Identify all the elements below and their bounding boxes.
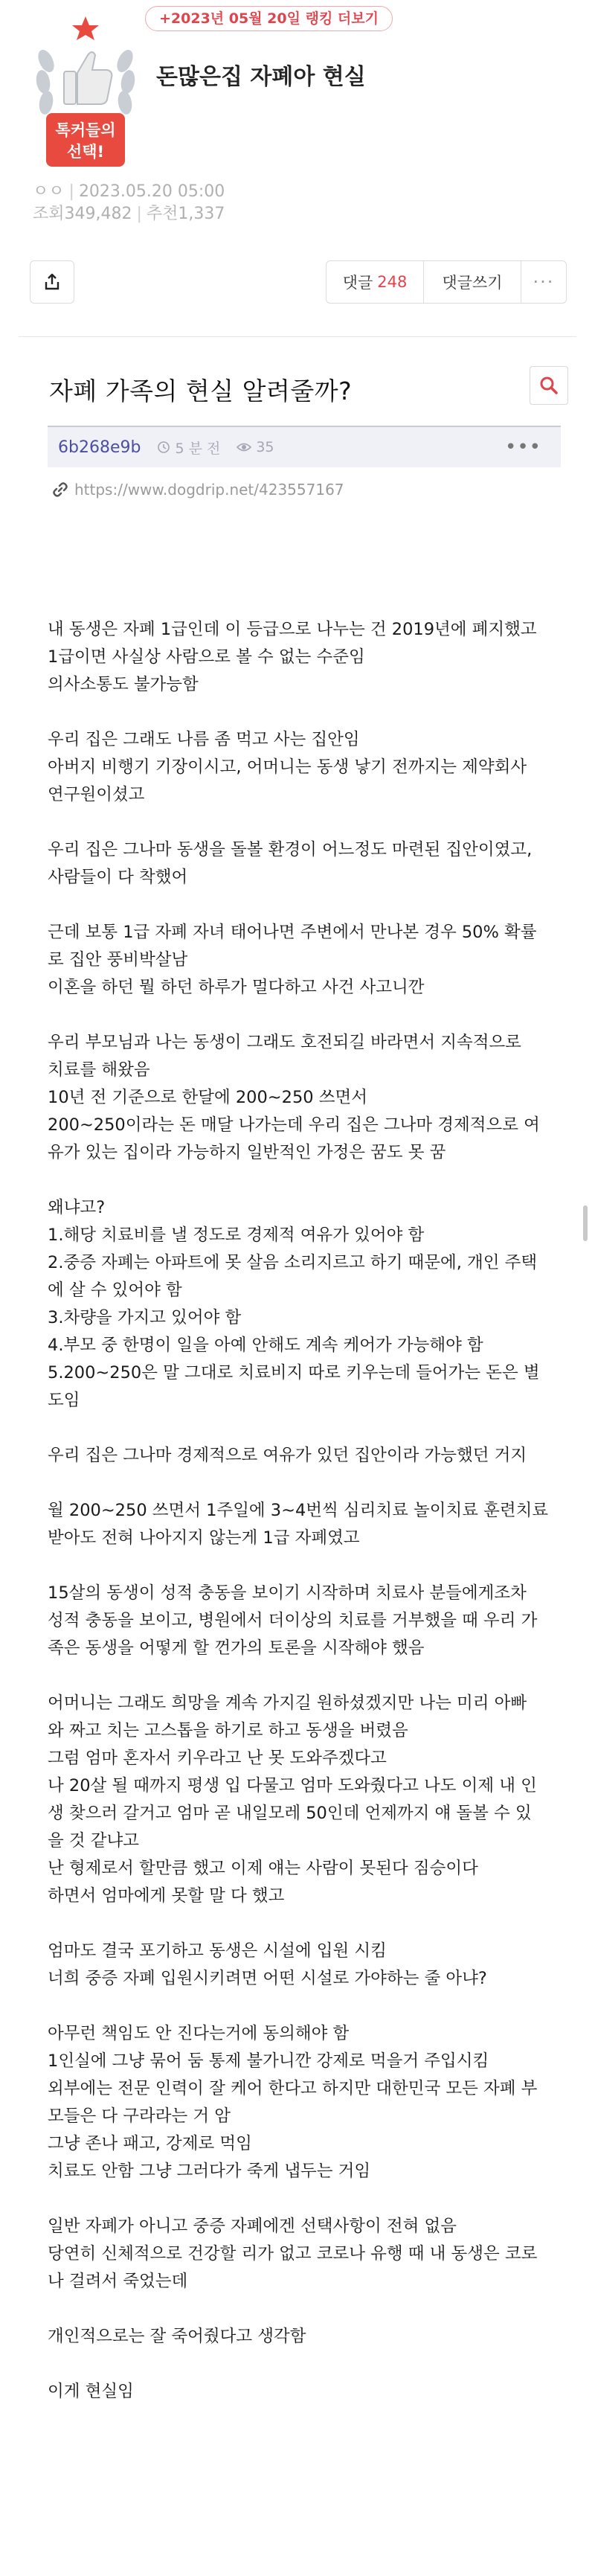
- comments-button[interactable]: [327, 261, 424, 303]
- recommend-count: 추천1,337: [146, 205, 225, 223]
- body-line: 4.부모 중 한명이 일을 아예 안해도 계속 케어가 가능해야 함: [48, 1336, 483, 1355]
- body-line: 10년 전 기준으로 한달에 200~250 쓰면서: [48, 1088, 367, 1107]
- body-line: 족은 동생을 어떻게 할 껀가의 토론을 시작해야 했음: [48, 1638, 425, 1658]
- body-line: 이게 현실임: [48, 2382, 134, 2401]
- body-line: 그냥 존나 패고, 강제로 먹임: [48, 2134, 252, 2153]
- body-line: 사람들이 다 착했어: [48, 868, 188, 887]
- body-line: 받아도 전혀 나아지지 않는게 1급 자폐였고: [48, 1528, 360, 1548]
- write-comment-button[interactable]: 댓글쓰기: [424, 261, 521, 303]
- search-icon: [538, 375, 559, 396]
- body-line: 아무런 책임도 안 진다는거에 동의해야 함: [48, 2024, 350, 2043]
- body-line: 1급이면 사실상 사람으로 볼 수 없는 수준임: [48, 647, 365, 667]
- post-age: [157, 438, 220, 458]
- embedded-views-text: 35: [256, 439, 274, 455]
- search-button[interactable]: [530, 366, 568, 405]
- body-line: 일반 자폐가 아니고 중증 자폐에겐 선택사항이 전혀 없음: [48, 2217, 457, 2236]
- body-line: 와 짜고 치는 고스톱을 하기로 하고 동생을 버렸음: [48, 1721, 408, 1740]
- body-line: 치료도 안함 그냥 그러다가 죽게 냅두는 거임: [48, 2162, 371, 2181]
- body-line: 로 집안 풍비박살남: [48, 950, 188, 970]
- comment-button-group: [326, 260, 567, 304]
- source-url-text: https://www.dogdrip.net/423557167: [74, 481, 344, 499]
- eye-icon: [237, 440, 251, 454]
- paragraph-gap: [48, 809, 568, 836]
- paragraph-gap: [48, 1002, 568, 1029]
- body-line: 도임: [48, 1391, 80, 1410]
- body-line: 어머니는 그래도 희망을 계속 가지길 원하셨겠지만 나는 미리 아빠: [48, 1694, 527, 1713]
- post-header: [0, 0, 595, 246]
- body-line: 너희 중증 자폐 입원시키려면 어떤 시설로 가야하는 줄 아냐?: [48, 1969, 487, 1988]
- page-title: 돈많은집 자폐아 현실: [156, 64, 366, 90]
- embedded-menu-button[interactable]: •••: [504, 436, 541, 458]
- scrollbar[interactable]: [583, 1205, 588, 1241]
- author-line: ㅇㅇ | 2023.05.20 05:00: [33, 182, 225, 201]
- body-line: 200~250이라는 돈 매달 나가는데 우리 집은 그나마 경제적으로 여: [48, 1115, 540, 1135]
- paragraph-gap: [48, 891, 568, 919]
- body-line: 성적 충동을 보이고, 병원에서 더이상의 치료를 거부했을 때 우리 가: [48, 1611, 538, 1630]
- comments-count: 248: [377, 273, 408, 291]
- body-line: 당연히 신체적으로 건강할 리가 없고 코로나 유행 때 내 동생은 코로: [48, 2244, 538, 2263]
- body-line: 개인적으로는 잘 죽어줬다고 생각함: [48, 2327, 306, 2346]
- body-line: 우리 집은 그래도 나름 좀 먹고 사는 집안임: [48, 730, 360, 749]
- post-body: [48, 616, 568, 2406]
- paragraph-gap: [48, 1910, 568, 1938]
- paragraph-gap: [48, 2351, 568, 2378]
- ranking-more-button[interactable]: +2023년 05월 20일 랭킹 더보기: [145, 6, 393, 31]
- body-line: 2.중증 자폐는 아파트에 못 살음 소리지르고 하기 때문에, 개인 주택: [48, 1253, 538, 1272]
- share-icon: [42, 272, 62, 292]
- post-age-text: 5 분 전: [175, 440, 221, 457]
- more-options-button[interactable]: ···: [533, 272, 555, 292]
- body-line: 이혼을 하던 뭘 하던 하루가 멀다하고 사건 사고니깐: [48, 978, 425, 997]
- view-count: 조회349,482: [33, 205, 132, 223]
- badge-text-line2: 선택!: [66, 143, 105, 161]
- body-line: 근데 보통 1급 자폐 자녀 태어나면 주변에서 만나본 경우 50% 확률: [48, 923, 537, 942]
- paragraph-gap: [48, 1470, 568, 1497]
- body-line: 생 찾으러 갈거고 엄마 곧 내일모레 50인데 언제까지 얘 돌볼 수 있: [48, 1804, 532, 1823]
- body-line: 우리 집은 그나마 경제적으로 여유가 있던 집안이라 가능했던 거지: [48, 1446, 527, 1465]
- author-name[interactable]: ㅇㅇ: [33, 182, 65, 201]
- link-icon: [52, 481, 68, 498]
- paragraph-gap: [48, 1167, 568, 1194]
- body-line: 월 200~250 쓰면서 1주일에 3~4번씩 심리치료 놀이치료 훈련치료: [48, 1501, 549, 1520]
- paragraph-gap: [48, 2295, 568, 2323]
- embedded-post-title: 자폐 가족의 현실 알려줄까?: [49, 377, 353, 406]
- paragraph-gap: [48, 2185, 568, 2213]
- body-line: 그럼 엄마 혼자서 키우라고 난 못 도와주겠다고: [48, 1749, 387, 1768]
- paragraph-gap: [48, 1552, 568, 1580]
- clock-icon: [157, 440, 170, 454]
- body-line: 아버지 비행기 기장이시고, 어머니는 동생 낳기 전까지는 제약회사: [48, 757, 527, 777]
- body-line: 15살의 동생이 성적 충동을 보이기 시작하며 치료사 분들에게조차: [48, 1583, 527, 1603]
- stats-line: 조회349,482 | 추천1,337: [33, 205, 225, 223]
- body-line: 연구원이셨고: [48, 785, 145, 804]
- body-line: 왜냐고?: [48, 1198, 106, 1217]
- body-line: 내 동생은 자폐 1급인데 이 등급으로 나누는 건 2019년에 폐지했고: [48, 620, 537, 639]
- body-line: 의사소통도 불가능함: [48, 675, 199, 694]
- body-line: 우리 부모님과 나는 동생이 그래도 호전되길 바라면서 지속적으로: [48, 1033, 521, 1052]
- body-line: 1.해당 치료비를 낼 정도로 경제적 여유가 있어야 함: [48, 1225, 425, 1245]
- paragraph-gap: [48, 1662, 568, 1690]
- body-line: 을 것 같냐고: [48, 1831, 139, 1851]
- body-line: 치료를 해왔음: [48, 1060, 150, 1080]
- body-line: 엄마도 결국 포기하고 동생은 시설에 입원 시킴: [48, 1941, 387, 1961]
- paragraph-gap: [48, 1993, 568, 2020]
- action-bar: [0, 246, 595, 320]
- body-line: 1인실에 그냥 묶어 둠 통제 불가니깐 강제로 먹을거 주입시킴: [48, 2051, 489, 2071]
- body-line: 나 20살 될 때까지 평생 입 다물고 엄마 도와줬다고 나도 이제 내 인: [48, 1776, 537, 1795]
- comments-label: 댓글: [342, 274, 373, 292]
- source-url[interactable]: [52, 481, 344, 499]
- body-line: 에 살 수 있어야 함: [48, 1281, 182, 1300]
- body-line: 나 걸려서 죽었는데: [48, 2272, 188, 2291]
- body-line: 5.200~250은 말 그대로 치료비지 따로 키우는데 들어가는 돈은 별: [48, 1363, 540, 1382]
- share-button[interactable]: [30, 260, 74, 304]
- body-line: 하면서 엄마에게 못할 말 다 했고: [48, 1886, 285, 1906]
- divider: [19, 336, 576, 337]
- body-line: 모들은 다 구라라는 거 암: [48, 2106, 231, 2126]
- talkers-choice-badge: [30, 16, 141, 173]
- badge-text-line1: 톡커들의: [55, 121, 116, 139]
- body-line: 유가 있는 집이라 가능하지 일반적인 가정은 꿈도 못 꿈: [48, 1143, 446, 1162]
- paragraph-gap: [48, 1414, 568, 1442]
- embedded-meta-bar: [48, 426, 561, 467]
- post-date: 2023.05.20 05:00: [78, 182, 225, 201]
- body-line: 외부에는 전문 인력이 잘 케어 한다고 하지만 대한민국 모든 자폐 부: [48, 2079, 538, 2098]
- author-hash[interactable]: 6b268e9b: [58, 438, 141, 457]
- paragraph-gap: [48, 699, 568, 726]
- embedded-views: [237, 439, 274, 455]
- body-line: 난 형제로서 할만큼 했고 이제 얘는 사람이 못된다 짐승이다: [48, 1859, 478, 1878]
- body-line: 3.차량을 가지고 있어야 함: [48, 1308, 242, 1327]
- body-line: 우리 집은 그나마 동생을 돌볼 환경이 어느정도 마련된 집안이였고,: [48, 840, 533, 859]
